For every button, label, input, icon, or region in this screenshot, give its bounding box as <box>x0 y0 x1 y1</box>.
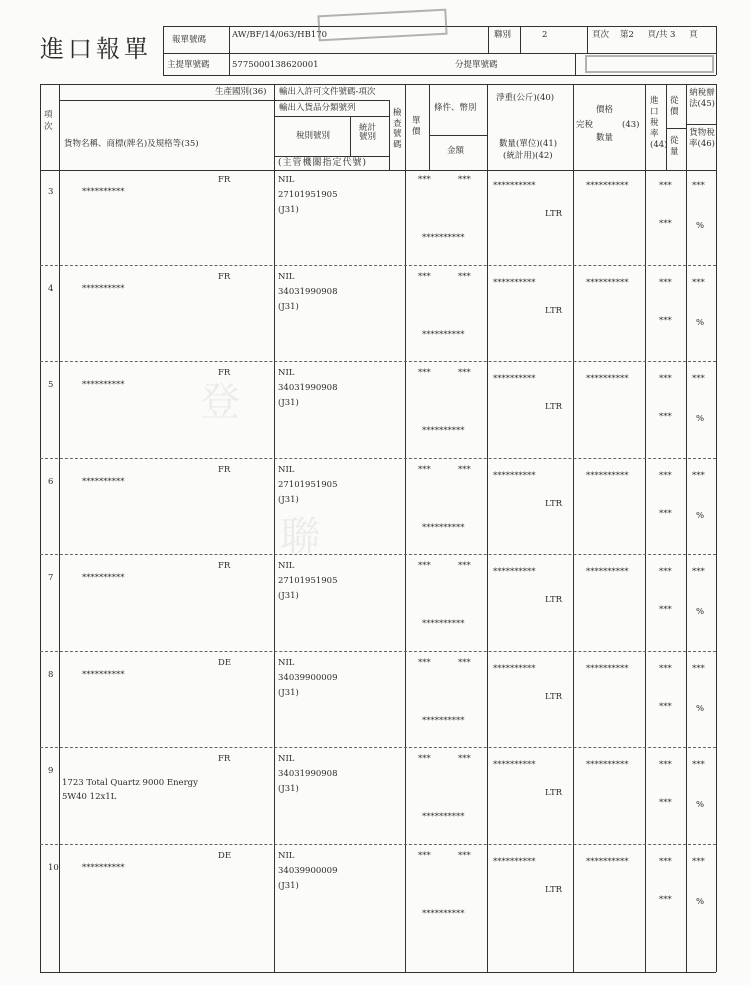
table-right-line <box>716 84 717 972</box>
item-tariff: 34031990908 <box>278 383 338 393</box>
item-terms-a: *** <box>418 561 431 571</box>
item-description-line2: 5W40 12x1L <box>62 792 117 802</box>
item-terms-b: *** <box>458 368 471 378</box>
item-terms-a: *** <box>418 754 431 764</box>
col-inspection: 檢查號碼 <box>393 108 402 150</box>
item-rate-a: *** <box>659 277 672 288</box>
item-authority: (J31) <box>278 687 299 698</box>
col-origin: 生產國別(36) <box>215 87 267 97</box>
item-tariff: 34031990908 <box>278 769 338 779</box>
item-unit: LTR <box>545 595 563 605</box>
item-rate-a: *** <box>659 663 672 674</box>
col-ad-valorem: 從價 <box>670 96 679 118</box>
item-tax-b: % <box>696 221 705 231</box>
item-rate-a: *** <box>659 567 672 577</box>
row-divider <box>40 265 716 266</box>
item-no: 5 <box>48 380 54 390</box>
header-commodity-line <box>274 116 389 117</box>
item-tax-b: % <box>696 703 705 714</box>
header-unitprice-line <box>429 84 430 170</box>
header-inspection-line <box>389 100 390 170</box>
item-authority: (J31) <box>278 398 299 408</box>
item-rate-b: *** <box>659 508 672 519</box>
item-tax-b: % <box>696 800 705 810</box>
item-terms-a: *** <box>418 464 431 475</box>
item-authority: (J31) <box>278 301 299 312</box>
item-unit: LTR <box>545 691 563 702</box>
header-origin-line <box>59 100 274 101</box>
item-amount: ********** <box>422 426 465 436</box>
item-price: ********** <box>586 567 629 577</box>
item-permit: NIL <box>278 175 295 185</box>
item-price: ********** <box>586 374 629 384</box>
col-unit-price: 單價 <box>412 116 421 138</box>
header-stat-line <box>350 116 351 156</box>
item-price: ********** <box>586 663 629 674</box>
watermark-icon: 聯 <box>280 514 320 560</box>
col-stat-qty: (統計用)(42) <box>503 151 553 161</box>
table-top-line <box>40 84 716 85</box>
item-permit: NIL <box>278 657 295 668</box>
item-unit: LTR <box>545 498 563 509</box>
item-amount: ********** <box>422 715 465 726</box>
item-origin: FR <box>218 754 231 764</box>
item-rate-a: *** <box>659 856 672 867</box>
item-permit: NIL <box>278 368 295 378</box>
table-header-bottom-line <box>40 170 716 171</box>
item-origin: DE <box>218 850 232 861</box>
row-divider <box>40 844 716 845</box>
item-authority: (J31) <box>278 494 299 505</box>
table-row <box>40 655 716 752</box>
item-price: ********** <box>586 470 629 481</box>
item-authority: (J31) <box>278 784 299 794</box>
header-bottom-line <box>163 75 716 76</box>
col-stat-no: 統計號別 <box>359 123 377 143</box>
item-tax-a: *** <box>692 760 705 770</box>
table-row <box>40 751 716 848</box>
item-price: ********** <box>586 856 629 867</box>
item-description: ********** <box>82 669 125 680</box>
col-description: 貨物名稱、商標(牌名)及規格等(35) <box>64 139 199 149</box>
declaration-no: AW/BF/14/063/HB170 <box>232 30 328 40</box>
page-indicator: 第2 頁/共 3 頁 <box>620 30 698 40</box>
item-tariff: 27101951905 <box>278 479 338 490</box>
item-tariff: 27101951905 <box>278 576 338 586</box>
item-unit: LTR <box>545 305 563 316</box>
item-authority: (J31) <box>278 205 299 215</box>
item-authority: (J31) <box>278 591 299 601</box>
item-no: 4 <box>48 283 54 294</box>
item-rate-b: *** <box>659 701 672 712</box>
item-tariff: 34039900009 <box>278 865 338 876</box>
item-terms-b: *** <box>458 657 471 668</box>
col-specific: 從量 <box>670 136 679 158</box>
row-divider <box>40 554 716 555</box>
item-tax-a: *** <box>692 856 705 867</box>
header-copy-value-divider <box>520 26 521 53</box>
col-qty: 數量 <box>596 133 614 143</box>
page-stamp-icon <box>585 55 714 73</box>
item-description: 1723 Total Quartz 9000 Energy <box>62 778 198 788</box>
item-origin: FR <box>218 175 231 185</box>
item-tax-b: % <box>696 607 705 617</box>
item-rate-b: *** <box>659 219 672 229</box>
row-divider <box>40 747 716 748</box>
item-description: ********** <box>82 283 125 294</box>
item-weight: ********** <box>493 567 536 577</box>
col-goods-tax: 貨物稅率(46) <box>689 128 715 149</box>
header-ratesplit-line <box>666 84 667 170</box>
item-tax-a: *** <box>692 374 705 384</box>
item-rate-b: *** <box>659 798 672 808</box>
item-authority: (J31) <box>278 880 299 891</box>
item-terms-b: *** <box>458 271 471 282</box>
item-permit: NIL <box>278 561 295 571</box>
col-permit: 輸出入許可文件號碼-項次 <box>279 87 376 97</box>
item-terms-b: *** <box>458 850 471 861</box>
item-description: ********** <box>82 380 125 390</box>
item-rate-b: *** <box>659 894 672 905</box>
table-row <box>40 172 716 269</box>
item-rate-a: *** <box>659 470 672 481</box>
item-weight: ********** <box>493 856 536 867</box>
item-rate-b: *** <box>659 412 672 422</box>
item-tax-a: *** <box>692 277 705 288</box>
header-mid-line <box>163 53 716 54</box>
item-description: ********** <box>82 476 125 487</box>
item-weight: ********** <box>493 470 536 481</box>
watermark-icon: 登 <box>200 379 240 425</box>
house-bl-label: 分提單號碼 <box>455 60 498 70</box>
item-amount: ********** <box>422 329 465 340</box>
item-description: ********** <box>82 862 125 873</box>
master-bl-no: 5775000138620001 <box>232 60 319 70</box>
item-origin: FR <box>218 271 231 282</box>
item-unit: LTR <box>545 209 563 219</box>
item-terms-b: *** <box>458 175 471 185</box>
item-no: 6 <box>48 476 54 487</box>
item-terms-a: *** <box>418 850 431 861</box>
item-permit: NIL <box>278 754 295 764</box>
table-row <box>40 365 716 462</box>
item-origin: DE <box>218 657 232 668</box>
item-tariff: 34039900009 <box>278 672 338 683</box>
item-terms-a: *** <box>418 271 431 282</box>
item-terms-a: *** <box>418 175 431 185</box>
item-rate-a: *** <box>659 374 672 384</box>
item-origin: FR <box>218 368 231 378</box>
item-tax-b: % <box>696 896 705 907</box>
header-permit-line <box>274 100 389 101</box>
header-left-line <box>163 26 164 75</box>
item-unit: LTR <box>545 402 563 412</box>
item-price: ********** <box>586 181 629 191</box>
item-terms-b: *** <box>458 754 471 764</box>
item-rate-a: *** <box>659 760 672 770</box>
item-origin: FR <box>218 561 231 571</box>
header-specific-line <box>666 128 686 129</box>
item-unit: LTR <box>545 884 563 895</box>
table-row <box>40 848 716 945</box>
col-amount: 金額 <box>447 146 465 156</box>
item-rate-a: *** <box>659 181 672 191</box>
item-terms-b: *** <box>458 464 471 475</box>
item-price: ********** <box>586 277 629 288</box>
item-tax-b: % <box>696 414 705 424</box>
item-description: ********** <box>82 187 125 197</box>
col-commodity: 輸出入貨品分類號列 <box>279 103 356 113</box>
item-terms-b: *** <box>458 561 471 571</box>
col-terms: 條件、幣別 <box>434 103 477 113</box>
row-divider <box>40 651 716 652</box>
header-house-bl-divider <box>575 53 576 75</box>
item-permit: NIL <box>278 271 295 282</box>
item-weight: ********** <box>493 277 536 288</box>
item-weight: ********** <box>493 663 536 674</box>
item-rate-b: *** <box>659 605 672 615</box>
col-price: 價格 <box>596 105 614 115</box>
item-no: 3 <box>48 187 54 197</box>
table-bottom-line <box>40 972 716 973</box>
item-rate-b: *** <box>659 315 672 326</box>
form-title: 進口報單 <box>40 35 152 63</box>
col-item-no: 項次 <box>44 110 53 132</box>
item-terms-a: *** <box>418 368 431 378</box>
declaration-no-label: 報單號碼 <box>172 35 207 45</box>
item-amount: ********** <box>422 908 465 919</box>
copy-label: 聯別 <box>494 30 512 40</box>
item-tax-a: *** <box>692 663 705 674</box>
table-row <box>40 462 716 559</box>
item-amount: ********** <box>422 233 465 243</box>
row-divider <box>40 361 716 362</box>
col-duty-price: 完稅 <box>576 120 594 130</box>
item-tax-b: % <box>696 317 705 328</box>
header-goodstax-line <box>686 124 716 125</box>
item-description: ********** <box>82 573 125 583</box>
header-amount-line <box>429 135 487 136</box>
item-no: 9 <box>48 766 54 776</box>
item-origin: FR <box>218 464 231 475</box>
item-no: 7 <box>48 573 54 583</box>
item-tax-b: % <box>696 510 705 521</box>
header-label-divider <box>229 26 230 75</box>
col-tax-method: 納稅辦法(45) <box>689 88 715 109</box>
item-no: 8 <box>48 669 54 680</box>
item-unit: LTR <box>545 788 563 798</box>
item-terms-a: *** <box>418 657 431 668</box>
item-tax-a: *** <box>692 470 705 481</box>
row-divider <box>40 458 716 459</box>
customs-stamp-icon <box>317 9 447 42</box>
header-right-line <box>716 26 717 75</box>
item-amount: ********** <box>422 619 465 629</box>
col-net-weight: 淨重(公斤)(40) <box>496 93 555 103</box>
header-copy-divider <box>488 26 489 53</box>
table-row <box>40 558 716 655</box>
col-duty-price-no: (43) <box>622 120 640 130</box>
header-page-divider <box>587 26 588 53</box>
item-amount: ********** <box>422 522 465 533</box>
page-label: 頁次 <box>592 30 610 40</box>
item-tariff: 34031990908 <box>278 286 338 297</box>
col-quantity: 數量(單位)(41) <box>499 139 558 149</box>
col-tariff: 稅則號別 <box>296 131 331 141</box>
item-tax-a: *** <box>692 181 705 191</box>
item-weight: ********** <box>493 374 536 384</box>
col-import-rate: 進口稅率(44) <box>650 96 668 151</box>
item-no: 10 <box>48 862 59 873</box>
header-authority-line <box>274 156 389 157</box>
item-amount: ********** <box>422 812 465 822</box>
item-permit: NIL <box>278 464 295 475</box>
item-tax-a: *** <box>692 567 705 577</box>
master-bl-label: 主提單號碼 <box>167 60 210 70</box>
item-price: ********** <box>586 760 629 770</box>
item-weight: ********** <box>493 181 536 191</box>
table-row <box>40 269 716 366</box>
item-tariff: 27101951905 <box>278 190 338 200</box>
col-authority: (主管機關指定代號) <box>278 158 368 168</box>
copy-no: 2 <box>542 30 548 40</box>
item-weight: ********** <box>493 760 536 770</box>
item-permit: NIL <box>278 850 295 861</box>
